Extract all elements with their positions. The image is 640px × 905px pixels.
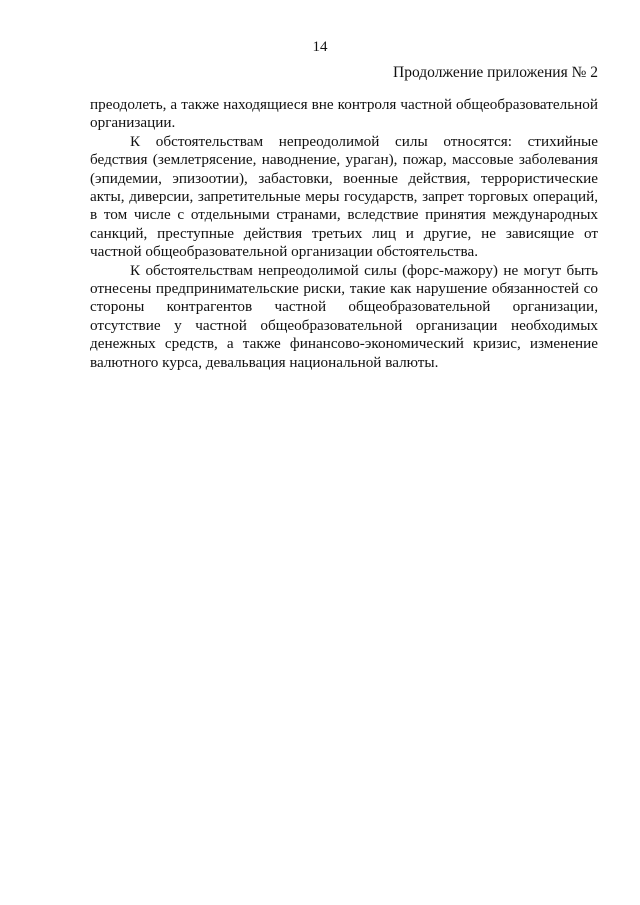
paragraph-force-majeure-exclusions: К обстоятельствам непреодолимой силы (форс-мажору) не могут быть отнесены предпринимательские риски, такие как нарушение обязанностей со стороны контрагентов частной общеобразовательной организации, отсутствие у частной общеобразовательной организации необходимых денежных средств, а также финансово-экономический кризис, изменение валютного курса, девальвация национальной валюты. [90,261,598,371]
paragraph-continuation: преодолеть, а также находящиеся вне контроля частной общеобразовательной организации. [90,96,598,132]
document-body [90,96,598,372]
page-number: 14 [312,39,328,55]
appendix-continuation-note: Продолжение приложения № 2 [393,64,598,81]
paragraph-force-majeure-list: К обстоятельствам непреодолимой силы относятся: стихийные бедствия (землетрясение, наводнение, ураган), пожар, массовые заболевания (эпидемии, эпизоотии), забастовки, военные действия, террористические акты, диверсии, запретительные меры государств, запрет торговых операций, в том числе с отдельными странами, вследствие принятия международных санкций, преступные действия третьих лиц и другие, не зависящие от частной общеобразовательной организации обстоятельства. [90,132,598,261]
